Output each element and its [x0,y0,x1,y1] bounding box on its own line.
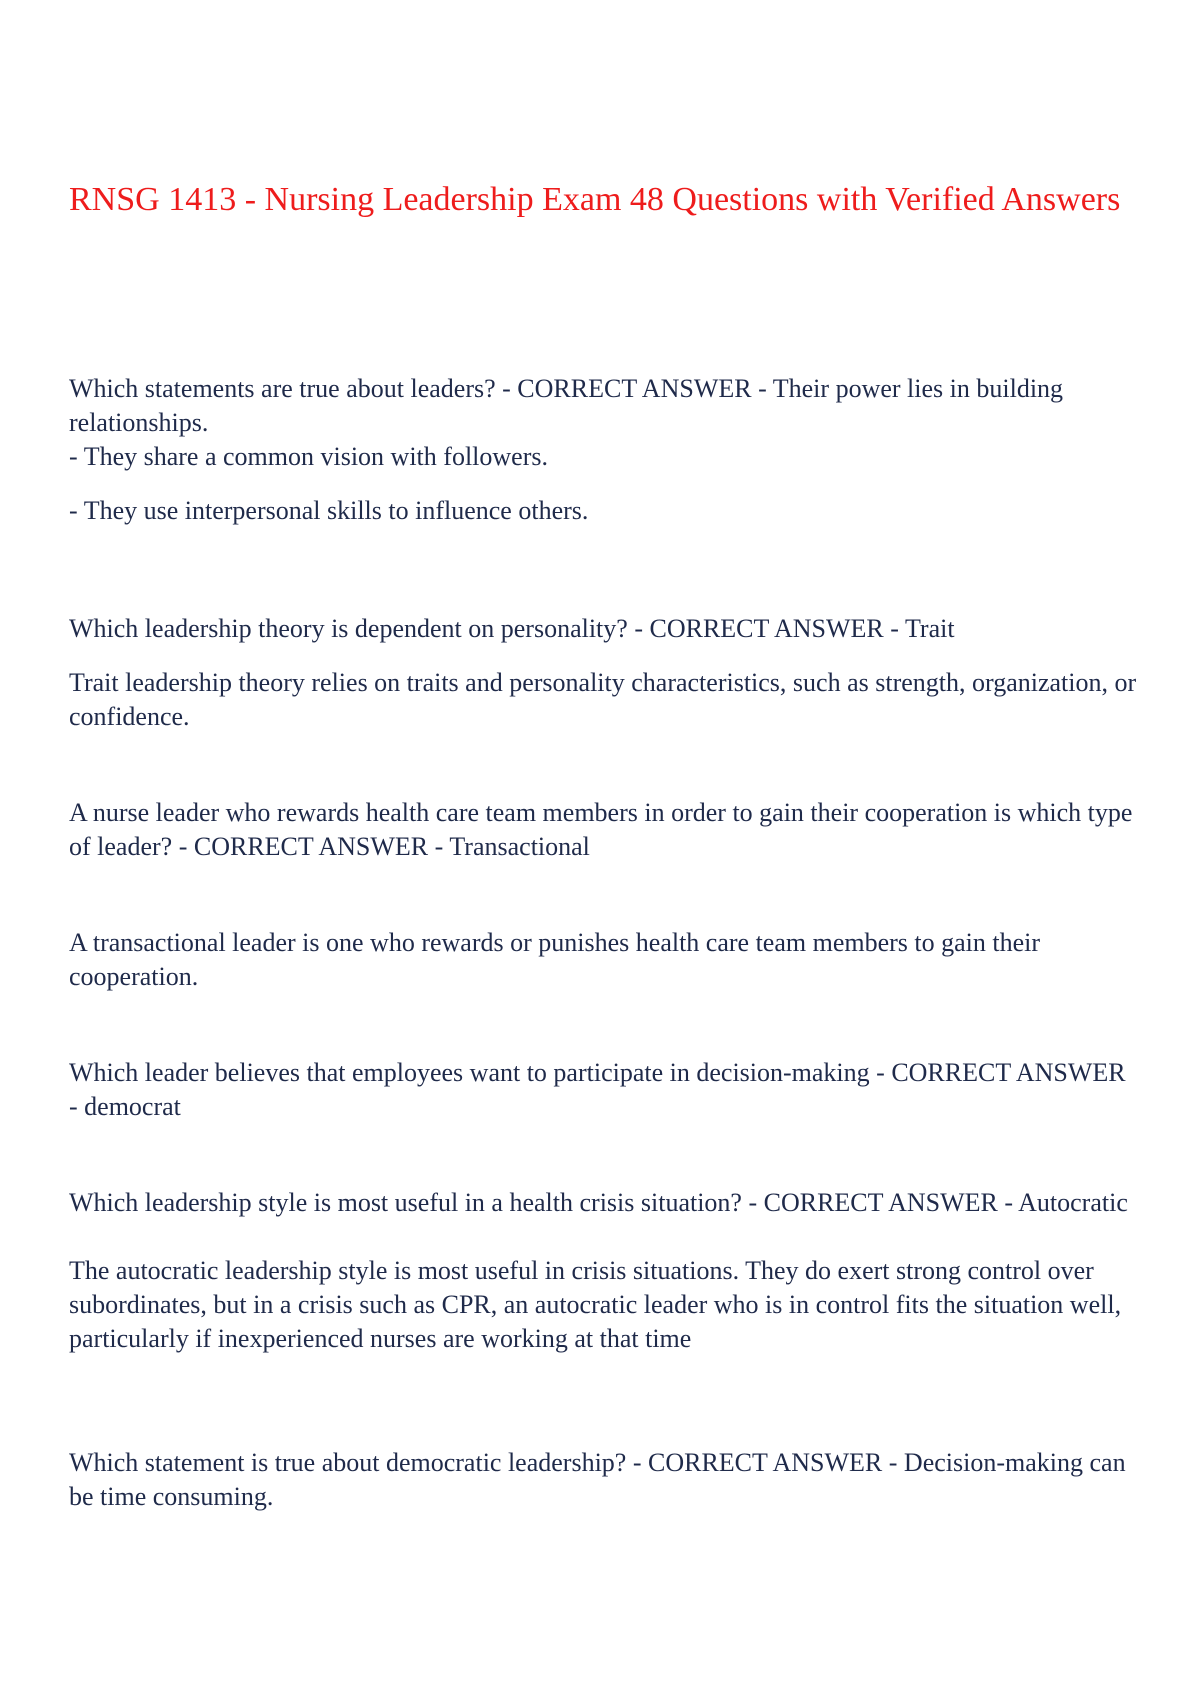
paragraph-autocratic-explanation: The autocratic leadership style is most useful in crisis situations. They do exert strong control over subordinates, but in a crisis such as CPR, an autocratic leader who is in control fits the situation well, particularly if inexperienced nurses are working at that time [69,1256,1122,1353]
paragraph-democrat-question: Which leader believes that employees want to participate in decision-making - CORRECT ANSWER - democrat [69,1058,1126,1121]
paragraph-theory-question: Which leadership theory is dependent on personality? - CORRECT ANSWER - Trait [69,614,955,643]
paragraph-interpersonal-skills: - They use interpersonal skills to influence others. [69,496,589,525]
document-title: RNSG 1413 - Nursing Leadership Exam 48 Questions with Verified Answers [69,181,1121,218]
paragraph-leaders-question: Which statements are true about leaders? - CORRECT ANSWER - Their power lies in building relationships. [69,374,1064,437]
paragraph-transactional-question: A nurse leader who rewards health care team members in order to gain their cooperation is which type of leader? - CORRECT ANSWER - Transactional [69,798,1133,861]
paragraph-democratic-question: Which statement is true about democratic leadership? - CORRECT ANSWER - Decision-making can be time consuming. [69,1448,1126,1511]
paragraph-common-vision: - They share a common vision with followers. [69,442,548,471]
paragraph-trait-explanation: Trait leadership theory relies on traits and personality characteristics, such as strength, organization, or confidence. [69,668,1137,731]
paragraph-transactional-explanation: A transactional leader is one who rewards or punishes health care team members to gain their cooperation. [69,928,1041,991]
paragraph-crisis-question: Which leadership style is most useful in a health crisis situation? - CORRECT ANSWER - Autocratic [69,1188,1128,1217]
